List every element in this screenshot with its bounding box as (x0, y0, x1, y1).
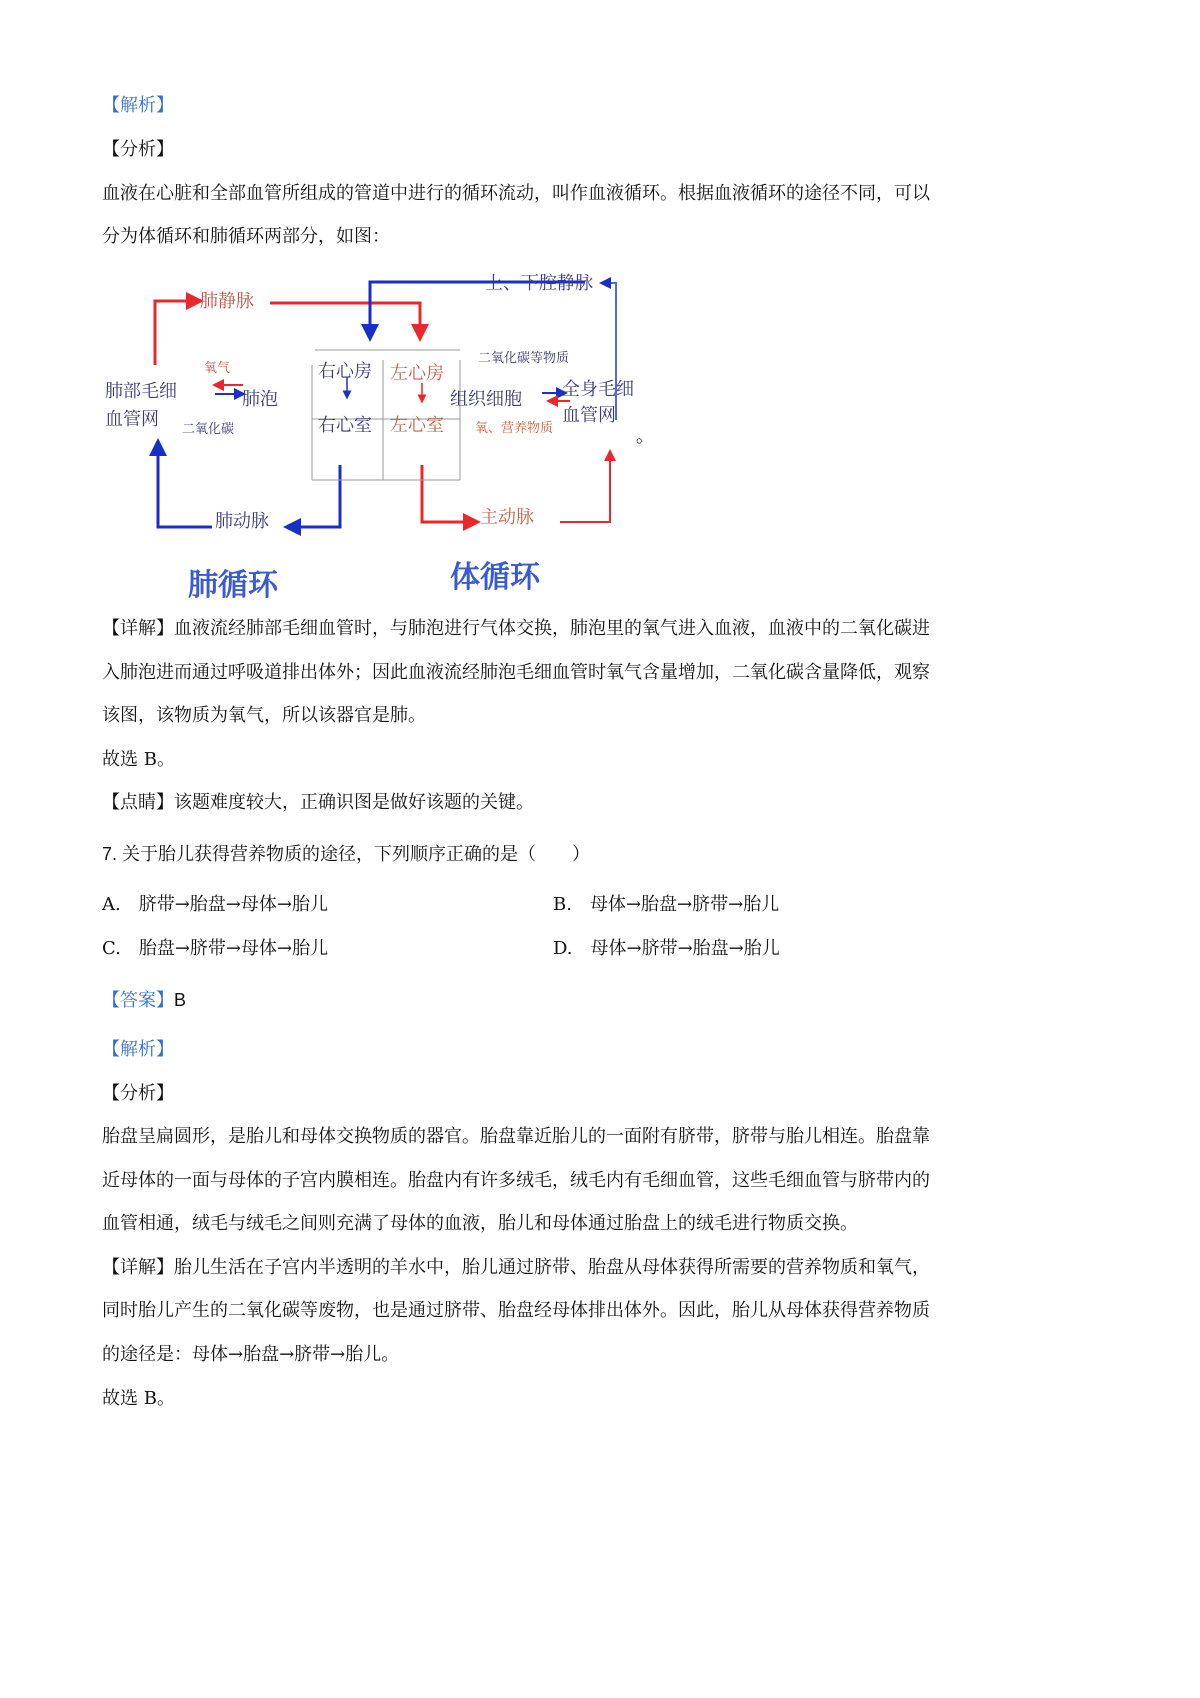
option-a: A. 脐带→胎盘→母体→胎儿 (102, 894, 328, 915)
figure-period: 。 (636, 426, 654, 447)
answer-label: 【答案】 (102, 990, 174, 1011)
detail-line: 的途径是：母体→胎盘→脐带→胎儿。 (102, 1344, 400, 1365)
label-pulmonary-circulation: 肺循环 (188, 568, 278, 603)
jiexi-heading: 【解析】 (102, 1039, 174, 1060)
fenxi-heading: 【分析】 (102, 1083, 174, 1104)
label-right-atrium: 右心房 (318, 361, 372, 382)
label-aorta: 主动脉 (480, 507, 534, 528)
red-arrow-aorta (422, 465, 472, 522)
red-arrow-to-pulmonary-vein (155, 301, 195, 365)
answer-value: B (174, 990, 187, 1010)
label-tissue-cells: 组织细胞 (450, 389, 522, 410)
analysis-line: 血管相通，绒毛与绒毛之间则充满了母体的血液，胎儿和母体通过胎盘上的绒毛进行物质交换。 (102, 1213, 858, 1234)
question-stem: 7. 关于胎儿获得营养物质的途径，下列顺序正确的是（ ） (102, 844, 591, 864)
comment-line: 【点睛】该题难度较大，正确识图是做好该题的关键。 (102, 792, 534, 813)
detail-line: 同时胎儿产生的二氧化碳等废物，也是通过脐带、胎盘经母体排出体外。因此，胎儿从母体获得营养物质 (102, 1300, 930, 1321)
blue-arrow-to-lung (158, 447, 212, 527)
red-arrow-to-body (560, 455, 610, 522)
label-lung-capillary: 血管网 (105, 409, 159, 430)
red-arrow-to-left-atrium (270, 303, 420, 333)
choose-line: 故选 B。 (102, 749, 175, 770)
label-vena-cava: 上、下腔静脉 (485, 273, 593, 294)
answer-line (102, 988, 186, 1013)
detail-line: 【详解】血液流经肺部毛细血管时，与肺泡进行气体交换，肺泡里的氧气进入血液，血液中的二氧化碳进 (102, 618, 930, 639)
label-oxygen-nutrients: 氧、营养物质 (475, 421, 554, 436)
label-body-capillary: 全身毛细 (562, 379, 634, 400)
label-co2-etc: 二氧化碳等物质 (478, 351, 570, 366)
analysis-line: 血液在心脏和全部血管所组成的管道中进行的循环流动，叫作血液循环。根据血液循环的途径不同，可以 (102, 183, 930, 204)
option-b: B. 母体→胎盘→脐带→胎儿 (553, 894, 780, 915)
blue-arrow-pulmonary-artery (292, 465, 340, 527)
jiexi-heading: 【解析】 (102, 95, 174, 116)
blood-circulation-diagram (100, 265, 660, 610)
detail-line: 该图，该物质为氧气，所以该器官是肺。 (102, 705, 426, 726)
label-co2: 二氧化碳 (182, 422, 235, 437)
label-alveoli: 肺泡 (242, 389, 278, 410)
label-systemic-circulation: 体循环 (450, 560, 540, 595)
label-right-ventricle: 右心室 (318, 415, 372, 436)
label-left-ventricle: 左心室 (390, 415, 444, 436)
fenxi-heading: 【分析】 (102, 139, 174, 160)
analysis-line: 近母体的一面与母体的子宫内膜相连。胎盘内有许多绒毛，绒毛内有毛细血管，这些毛细血管与脐带内的 (102, 1170, 930, 1191)
detail-line: 【详解】胎儿生活在子宫内半透明的羊水中，胎儿通过脐带、胎盘从母体获得所需要的营养物质和氧气， (102, 1257, 930, 1278)
label-pulmonary-vein: 肺静脉 (200, 291, 254, 312)
label-oxygen: 氧气 (204, 361, 231, 376)
label-lung-capillary: 肺部毛细 (105, 381, 177, 402)
option-c: C. 胎盘→脐带→母体→胎儿 (102, 938, 329, 959)
detail-line: 入肺泡进而通过呼吸道排出体外；因此血液流经肺泡毛细血管时氧气含量增加，二氧化碳含量降低，观察 (102, 662, 930, 683)
analysis-line: 分为体循环和肺循环两部分，如图： (102, 226, 390, 247)
analysis-line: 胎盘呈扁圆形，是胎儿和母体交换物质的器官。胎盘靠近胎儿的一面附有脐带，脐带与胎儿相连。胎盘靠 (102, 1126, 930, 1147)
label-left-atrium: 左心房 (390, 363, 444, 384)
option-d: D. 母体→脐带→胎盘→胎儿 (553, 938, 780, 959)
choose-line: 故选 B。 (102, 1388, 175, 1409)
label-pulmonary-artery: 肺动脉 (215, 511, 269, 532)
label-body-capillary: 血管网 (562, 405, 616, 426)
